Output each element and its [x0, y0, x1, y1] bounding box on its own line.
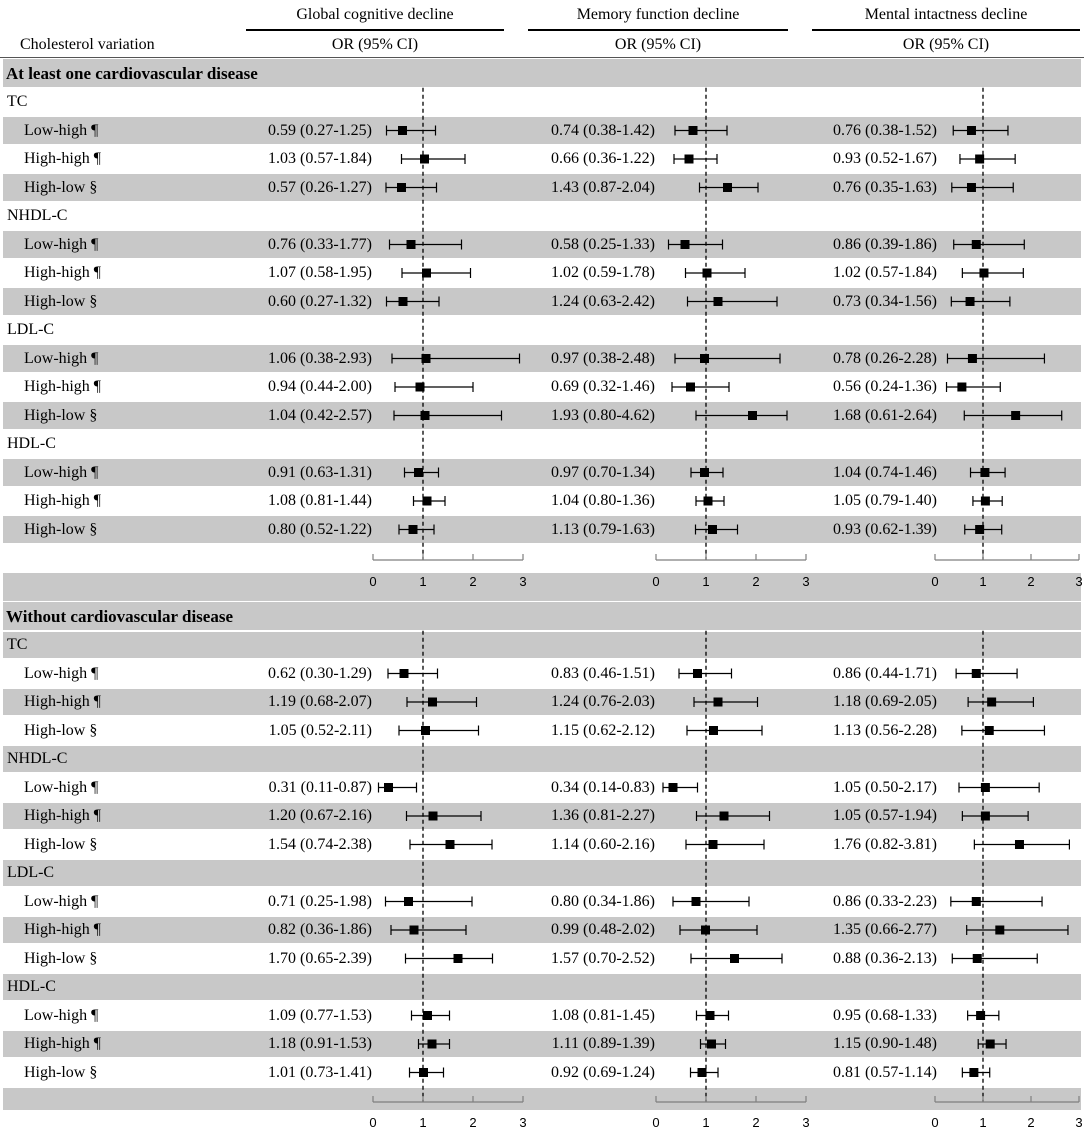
row-label: High-low § [24, 292, 98, 310]
x-tick-label: 1 [419, 1115, 427, 1130]
or-point [423, 1011, 432, 1020]
column-subtitle-mental: OR (95% CI) [902, 36, 990, 53]
or-ci-text: 0.56 (0.24-1.36) [833, 378, 937, 395]
or-ci-text: 1.93 (0.80-4.62) [551, 406, 655, 424]
or-point [704, 497, 713, 506]
or-point [748, 411, 757, 420]
x-tick-label: 2 [752, 574, 760, 589]
row-label: High-low § [24, 178, 98, 196]
or-ci-text: 1.18 (0.69-2.05) [833, 693, 937, 710]
or-point [397, 183, 406, 192]
or-point [423, 497, 432, 506]
or-point [980, 468, 989, 477]
or-point [414, 468, 423, 477]
or-ci-text: 0.74 (0.38-1.42) [551, 121, 655, 139]
or-point [709, 726, 718, 735]
or-ci-text: 1.05 (0.57-1.94) [833, 807, 937, 824]
or-ci-text: 1.68 (0.61-2.64) [833, 406, 937, 424]
or-point [967, 183, 976, 192]
or-point [995, 926, 1004, 935]
or-ci-text: 0.69 (0.32-1.46) [551, 378, 655, 395]
or-ci-text: 1.24 (0.63-2.42) [551, 292, 655, 310]
or-ci-text: 1.76 (0.82-3.81) [833, 835, 937, 853]
or-ci-text: 1.01 (0.73-1.41) [268, 1063, 372, 1081]
row-label: Low-high ¶ [24, 463, 99, 481]
or-point [421, 411, 430, 420]
or-point [723, 183, 732, 192]
row-label: High-high ¶ [24, 693, 102, 710]
or-point [981, 812, 990, 821]
or-ci-text: 1.57 (0.70-2.52) [551, 949, 655, 967]
x-tick-label: 1 [419, 574, 427, 589]
or-ci-text: 0.97 (0.38-2.48) [551, 349, 655, 367]
or-ci-text: 1.08 (0.81-1.45) [551, 1006, 655, 1024]
row-label: High-low § [24, 1063, 98, 1081]
row-label: High-low § [24, 520, 98, 538]
or-ci-text: 1.02 (0.57-1.84) [833, 264, 937, 281]
row-label: High-low § [24, 406, 98, 424]
section-title: Without cardiovascular disease [6, 607, 233, 626]
or-point [967, 126, 976, 135]
or-ci-text: 0.93 (0.62-1.39) [833, 520, 937, 538]
or-ci-text: 0.34 (0.14-0.83) [551, 778, 655, 796]
or-point [698, 1068, 707, 1077]
x-tick-label: 1 [702, 574, 710, 589]
or-ci-text: 1.20 (0.67-2.16) [268, 807, 372, 824]
or-ci-text: 0.86 (0.33-2.23) [833, 892, 937, 910]
or-point [709, 840, 718, 849]
or-point [700, 354, 709, 363]
or-point [706, 1011, 715, 1020]
or-ci-text: 1.13 (0.56-2.28) [833, 721, 937, 739]
or-ci-text: 1.36 (0.81-2.27) [551, 807, 655, 824]
or-ci-text: 0.73 (0.34-1.56) [833, 292, 937, 310]
group-label: HDL-C [7, 435, 56, 452]
or-ci-text: 1.05 (0.50-2.17) [833, 778, 937, 796]
or-ci-text: 0.93 (0.52-1.67) [833, 150, 937, 167]
x-tick-label: 0 [931, 574, 939, 589]
or-ci-text: 0.94 (0.44-2.00) [268, 378, 372, 395]
or-point [972, 669, 981, 678]
row-label: High-high ¶ [24, 807, 102, 824]
or-point [428, 698, 437, 707]
or-point [686, 383, 695, 392]
or-point [409, 525, 418, 534]
column-subtitle-global: OR (95% CI) [331, 36, 419, 53]
or-point [966, 297, 975, 306]
group-label: LDL-C [7, 321, 55, 338]
row-label: Low-high ¶ [24, 235, 99, 253]
x-tick-label: 2 [469, 1115, 477, 1130]
or-point [703, 269, 712, 278]
or-point [454, 954, 463, 963]
or-ci-text: 1.09 (0.77-1.53) [268, 1006, 372, 1024]
or-point [407, 240, 416, 249]
or-ci-text: 0.92 (0.69-1.24) [551, 1063, 655, 1081]
or-ci-text: 1.02 (0.59-1.78) [551, 264, 655, 281]
or-point [404, 897, 413, 906]
row-label: Low-high ¶ [24, 892, 99, 910]
row-label: High-high ¶ [24, 1035, 102, 1052]
or-point [972, 897, 981, 906]
row-label: High-high ¶ [24, 150, 102, 167]
column-title-memory: Memory function decline [576, 6, 740, 23]
or-point [986, 1040, 995, 1049]
x-tick-label: 3 [802, 574, 810, 589]
or-ci-text: 0.59 (0.27-1.25) [268, 121, 372, 139]
or-ci-text: 0.31 (0.11-0.87) [268, 778, 372, 796]
or-ci-text: 1.24 (0.76-2.03) [551, 693, 655, 710]
group-label: NHDL-C [7, 750, 68, 767]
or-ci-text: 1.14 (0.60-2.16) [551, 835, 655, 853]
row-label: Low-high ¶ [24, 121, 99, 139]
x-tick-label: 3 [519, 1115, 527, 1130]
or-ci-text: 0.78 (0.26-2.28) [833, 349, 937, 367]
or-point [429, 812, 438, 821]
or-point [714, 698, 723, 707]
column-title-mental: Mental intactness decline [864, 6, 1028, 23]
or-ci-text: 0.76 (0.33-1.77) [268, 235, 372, 253]
or-ci-text: 0.99 (0.48-2.02) [551, 921, 655, 938]
or-point [987, 698, 996, 707]
or-ci-text: 1.07 (0.58-1.95) [268, 264, 372, 281]
row-label: High-low § [24, 949, 98, 967]
group-label: HDL-C [7, 978, 56, 995]
row-label: High-high ¶ [24, 378, 102, 395]
row-label: High-high ¶ [24, 921, 102, 938]
x-tick-label: 2 [752, 1115, 760, 1130]
or-ci-text: 1.43 (0.87-2.04) [551, 178, 655, 196]
column-title-global: Global cognitive decline [296, 6, 454, 23]
or-point [428, 1040, 437, 1049]
or-point [1011, 411, 1020, 420]
or-ci-text: 1.04 (0.42-2.57) [268, 406, 372, 424]
or-ci-text: 1.70 (0.65-2.39) [268, 949, 372, 967]
group-label: TC [7, 636, 28, 653]
or-ci-text: 1.19 (0.68-2.07) [268, 693, 372, 710]
or-point [692, 897, 701, 906]
or-point [972, 240, 981, 249]
or-ci-text: 1.54 (0.74-2.38) [268, 835, 372, 853]
section-title: At least one cardiovascular disease [6, 64, 258, 83]
or-point [1015, 840, 1024, 849]
or-ci-text: 1.05 (0.79-1.40) [833, 492, 937, 509]
or-point [700, 468, 709, 477]
column-subtitle-memory: OR (95% CI) [614, 36, 702, 53]
x-tick-label: 2 [1027, 1115, 1035, 1130]
or-ci-text: 0.80 (0.34-1.86) [551, 892, 655, 910]
or-point [973, 954, 982, 963]
or-point [730, 954, 739, 963]
x-tick-label: 2 [1027, 574, 1035, 589]
or-ci-text: 0.97 (0.70-1.34) [551, 463, 655, 481]
or-ci-text: 0.95 (0.68-1.33) [833, 1006, 937, 1024]
or-ci-text: 0.71 (0.25-1.98) [268, 892, 372, 910]
x-tick-label: 0 [652, 574, 660, 589]
row-label-title: Cholesterol variation [20, 36, 155, 53]
x-tick-label: 3 [1075, 574, 1083, 589]
or-point [979, 269, 988, 278]
or-ci-text: 0.62 (0.30-1.29) [268, 664, 372, 682]
or-ci-text: 0.66 (0.36-1.22) [551, 150, 655, 167]
or-point [398, 126, 407, 135]
or-ci-text: 0.76 (0.38-1.52) [833, 121, 937, 139]
or-point [410, 926, 419, 935]
row-label: Low-high ¶ [24, 1006, 99, 1024]
x-tick-label: 0 [369, 1115, 377, 1130]
or-ci-text: 0.91 (0.63-1.31) [268, 463, 372, 481]
or-ci-text: 1.18 (0.91-1.53) [268, 1035, 372, 1052]
or-point [693, 669, 702, 678]
or-point [968, 354, 977, 363]
or-ci-text: 0.58 (0.25-1.33) [551, 235, 655, 253]
or-ci-text: 0.86 (0.44-1.71) [833, 664, 937, 682]
x-tick-label: 2 [469, 574, 477, 589]
or-point [420, 155, 429, 164]
or-ci-text: 1.06 (0.38-2.93) [268, 349, 372, 367]
x-tick-label: 3 [1075, 1115, 1083, 1130]
or-ci-text: 1.05 (0.52-2.11) [268, 721, 372, 739]
group-label: TC [7, 93, 28, 110]
x-tick-label: 1 [979, 574, 987, 589]
row-label: High-high ¶ [24, 264, 102, 281]
group-label: NHDL-C [7, 207, 68, 224]
row-label: Low-high ¶ [24, 778, 99, 796]
or-ci-text: 0.88 (0.36-2.13) [833, 949, 937, 967]
or-point [669, 783, 678, 792]
row-label: High-high ¶ [24, 492, 102, 509]
or-point [981, 497, 990, 506]
or-ci-text: 1.35 (0.66-2.77) [833, 921, 937, 938]
x-tick-label: 3 [802, 1115, 810, 1130]
or-ci-text: 1.04 (0.74-1.46) [833, 463, 937, 481]
row-label: High-low § [24, 835, 98, 853]
or-ci-text: 0.60 (0.27-1.32) [268, 292, 372, 310]
or-ci-text: 1.04 (0.80-1.36) [551, 492, 655, 509]
x-tick-label: 0 [369, 574, 377, 589]
or-ci-text: 1.15 (0.90-1.48) [833, 1035, 937, 1052]
or-point [685, 155, 694, 164]
or-ci-text: 0.83 (0.46-1.51) [551, 664, 655, 682]
row-label: Low-high ¶ [24, 349, 99, 367]
or-ci-text: 1.11 (0.89-1.39) [551, 1035, 655, 1052]
x-tick-label: 1 [979, 1115, 987, 1130]
x-tick-label: 0 [931, 1115, 939, 1130]
x-tick-label: 3 [519, 574, 527, 589]
x-tick-label: 0 [652, 1115, 660, 1130]
or-point [708, 525, 717, 534]
or-ci-text: 1.15 (0.62-2.12) [551, 721, 655, 739]
or-point [681, 240, 690, 249]
or-point [400, 669, 409, 678]
or-point [957, 383, 966, 392]
or-point [714, 297, 723, 306]
or-ci-text: 0.81 (0.57-1.14) [833, 1063, 937, 1081]
or-ci-text: 1.13 (0.79-1.63) [551, 520, 655, 538]
or-point [985, 726, 994, 735]
or-point [707, 1040, 716, 1049]
row-label: High-low § [24, 721, 98, 739]
or-point [446, 840, 455, 849]
or-ci-text: 0.76 (0.35-1.63) [833, 178, 937, 196]
or-point [689, 126, 698, 135]
or-point [384, 783, 393, 792]
or-ci-text: 0.86 (0.39-1.86) [833, 235, 937, 253]
or-point [981, 783, 990, 792]
or-ci-text: 0.82 (0.36-1.86) [268, 921, 372, 938]
or-ci-text: 1.03 (0.57-1.84) [268, 150, 372, 167]
x-tick-label: 1 [702, 1115, 710, 1130]
or-ci-text: 0.57 (0.26-1.27) [268, 178, 372, 196]
or-ci-text: 0.80 (0.52-1.22) [268, 520, 372, 538]
or-point [720, 812, 729, 821]
or-point [976, 1011, 985, 1020]
or-point [399, 297, 408, 306]
or-point [969, 1068, 978, 1077]
group-label: LDL-C [7, 864, 55, 881]
or-ci-text: 1.08 (0.81-1.44) [268, 492, 372, 509]
row-label: Low-high ¶ [24, 664, 99, 682]
